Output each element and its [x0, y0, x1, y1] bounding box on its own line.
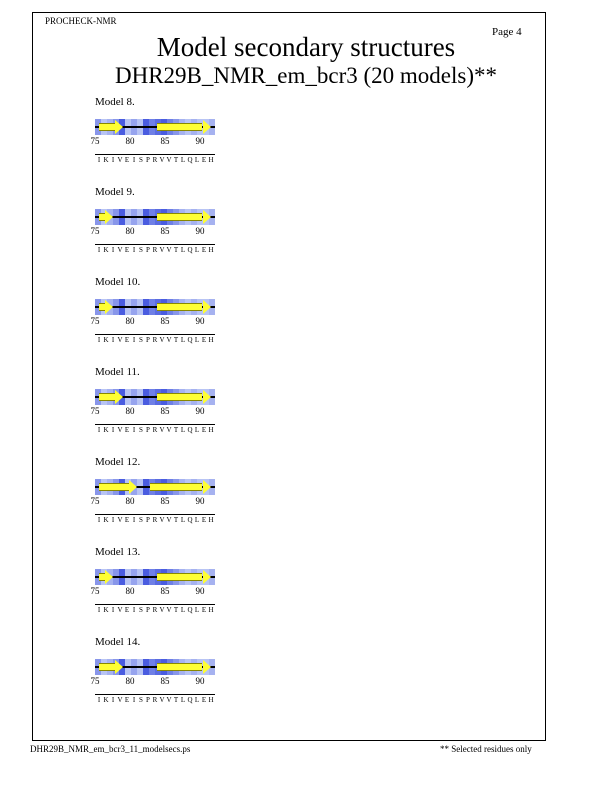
sequence-residue: I: [132, 696, 136, 704]
sequence-residue: V: [117, 606, 123, 614]
residue-tick: 90: [195, 406, 205, 416]
model-panel: [90, 636, 224, 716]
sequence-residue: P: [146, 426, 150, 434]
sequence-residue: E: [201, 156, 207, 164]
strand-arrow: [99, 393, 116, 401]
sequence-residue: E: [201, 246, 207, 254]
sequence-residue: V: [117, 696, 123, 704]
structure-track: [95, 119, 215, 135]
sequence-residue: I: [111, 606, 115, 614]
residue-tick: 75: [90, 676, 100, 686]
model-panel: [90, 276, 224, 356]
residue-tick: 75: [90, 406, 100, 416]
model-panel: [90, 456, 224, 536]
strand-arrow: [157, 393, 203, 401]
structure-track: [95, 209, 215, 225]
residue-tick: 90: [195, 316, 205, 326]
sequence-residue: L: [194, 156, 200, 164]
model-label: Model 14.: [95, 636, 141, 648]
sequence-residue: E: [124, 426, 130, 434]
strand-arrowhead: [129, 480, 137, 494]
strand-arrow: [157, 573, 203, 581]
residue-tick: 80: [125, 316, 135, 326]
sequence-residue: T: [173, 696, 179, 704]
strand-arrowhead: [115, 660, 123, 674]
residue-tick: 75: [90, 316, 100, 326]
sequence-residue: T: [173, 246, 179, 254]
sequence-residue: H: [208, 426, 214, 434]
strand-arrowhead: [115, 390, 123, 404]
sequence-residue: E: [201, 606, 207, 614]
sequence-residue: E: [124, 696, 130, 704]
sequence-residue: V: [166, 426, 172, 434]
residue-tick: 75: [90, 586, 100, 596]
sequence-residue: L: [180, 336, 186, 344]
sequence-residue: K: [103, 336, 109, 344]
sequence-residue: R: [152, 606, 158, 614]
sequence-residue: T: [173, 606, 179, 614]
sequence-residue: Q: [187, 426, 193, 434]
model-label: Model 11.: [95, 366, 140, 378]
sequence-residue: P: [146, 156, 150, 164]
structure-track: [95, 659, 215, 675]
sequence-residue: L: [180, 246, 186, 254]
sequence-residue: V: [117, 516, 123, 524]
sequence-residue: T: [173, 336, 179, 344]
sequence-residue: I: [97, 606, 101, 614]
strand-arrowhead: [203, 120, 211, 134]
strand-arrowhead: [203, 210, 211, 224]
sequence-rule: [95, 334, 215, 335]
sequence-residue: H: [208, 696, 214, 704]
sequence-residue: V: [166, 516, 172, 524]
sequence-residue: V: [117, 336, 123, 344]
sequence-residue: K: [103, 426, 109, 434]
sequence-residue: Q: [187, 246, 193, 254]
sequence-residue: V: [166, 696, 172, 704]
sequence-residue: I: [111, 336, 115, 344]
sequence-residue: V: [117, 426, 123, 434]
model-label: Model 13.: [95, 546, 141, 558]
sequence-residue: I: [132, 606, 136, 614]
sequence-residue: I: [111, 246, 115, 254]
sequence-residue: R: [152, 696, 158, 704]
sequence-residue: T: [173, 516, 179, 524]
model-label: Model 8.: [95, 96, 135, 108]
sequence-residue: L: [194, 336, 200, 344]
strand-arrow: [157, 123, 203, 131]
sequence-residue: L: [180, 156, 186, 164]
sequence-residue: L: [194, 516, 200, 524]
sequence-residue: H: [208, 246, 214, 254]
page-subtitle: DHR29B_NMR_em_bcr3 (20 models)**: [114, 63, 498, 88]
model-panel: [90, 366, 224, 446]
sequence-residue: S: [139, 336, 143, 344]
page-number: Page 4: [492, 26, 522, 38]
sequence-residue: S: [139, 516, 143, 524]
sequence-residue: K: [103, 696, 109, 704]
sequence-residue: R: [152, 156, 158, 164]
sequence-residue: L: [180, 606, 186, 614]
sequence-residue: E: [124, 606, 130, 614]
sequence-residue: E: [124, 336, 130, 344]
sequence-residue: V: [159, 246, 165, 254]
sequence-residue: V: [159, 336, 165, 344]
strand-arrow: [157, 663, 203, 671]
sequence-residue: Q: [187, 606, 193, 614]
strand-arrowhead: [203, 660, 211, 674]
residue-tick: 75: [90, 226, 100, 236]
sequence-residue: I: [132, 246, 136, 254]
sequence-residue: P: [146, 246, 150, 254]
sequence-residue: T: [173, 426, 179, 434]
model-label: Model 9.: [95, 186, 135, 198]
strand-arrow: [150, 483, 203, 491]
residue-tick: 90: [195, 586, 205, 596]
strand-arrow: [99, 483, 130, 491]
model-label: Model 10.: [95, 276, 141, 288]
model-panel: [90, 96, 224, 176]
sequence-residue: I: [132, 426, 136, 434]
strand-arrow: [99, 123, 116, 131]
structure-track: [95, 299, 215, 315]
sequence-residue: L: [180, 696, 186, 704]
residue-tick: 90: [195, 496, 205, 506]
sequence-residue: P: [146, 606, 150, 614]
structure-track: [95, 569, 215, 585]
sequence-residue: P: [146, 696, 150, 704]
strand-arrowhead: [203, 300, 211, 314]
strand-arrowhead: [105, 300, 113, 314]
sequence-residue: Q: [187, 516, 193, 524]
residue-tick: 85: [160, 136, 170, 146]
sequence-residue: Q: [187, 336, 193, 344]
sequence-residue: K: [103, 246, 109, 254]
sequence-residue: L: [194, 246, 200, 254]
sequence-residue: I: [132, 336, 136, 344]
sequence-residue: I: [97, 336, 101, 344]
sequence-residue: S: [139, 426, 143, 434]
strand-arrow: [157, 213, 203, 221]
sequence-residue: V: [166, 336, 172, 344]
sequence-residue: R: [152, 426, 158, 434]
residue-tick: 85: [160, 316, 170, 326]
strand-arrowhead: [203, 570, 211, 584]
sequence-residue: L: [194, 696, 200, 704]
residue-tick: 85: [160, 586, 170, 596]
sequence-residue: S: [139, 606, 143, 614]
strand-arrowhead: [105, 210, 113, 224]
sequence-residue: H: [208, 606, 214, 614]
sequence-residue: H: [208, 156, 214, 164]
sequence-residue: I: [97, 246, 101, 254]
sequence-residue: E: [201, 516, 207, 524]
sequence-residue: V: [166, 606, 172, 614]
sequence-residue: R: [152, 516, 158, 524]
sequence-residue: E: [201, 426, 207, 434]
residue-tick: 85: [160, 226, 170, 236]
residue-tick: 85: [160, 406, 170, 416]
sequence-rule: [95, 514, 215, 515]
strand-arrowhead: [203, 390, 211, 404]
sequence-residue: I: [132, 516, 136, 524]
sequence-residue: Q: [187, 156, 193, 164]
sequence-residue: P: [146, 336, 150, 344]
strand-arrowhead: [105, 570, 113, 584]
sequence-residue: V: [166, 156, 172, 164]
structure-track: [95, 479, 215, 495]
sequence-rule: [95, 154, 215, 155]
sequence-residue: K: [103, 516, 109, 524]
sequence-residue: V: [166, 246, 172, 254]
sequence-residue: V: [159, 606, 165, 614]
sequence-rule: [95, 424, 215, 425]
model-label: Model 12.: [95, 456, 141, 468]
structure-track: [95, 389, 215, 405]
sequence-residue: L: [194, 426, 200, 434]
sequence-residue: I: [97, 516, 101, 524]
sequence-residue: H: [208, 516, 214, 524]
sequence-residue: V: [117, 156, 123, 164]
sequence-residue: E: [124, 156, 130, 164]
sequence-residue: E: [201, 696, 207, 704]
sequence-rule: [95, 604, 215, 605]
residue-tick: 80: [125, 586, 135, 596]
residue-tick: 90: [195, 676, 205, 686]
sequence-residue: K: [103, 606, 109, 614]
residue-tick: 80: [125, 136, 135, 146]
sequence-residue: H: [208, 336, 214, 344]
sequence-residue: V: [159, 426, 165, 434]
sequence-residue: S: [139, 156, 143, 164]
sequence-residue: V: [159, 516, 165, 524]
residue-tick: 85: [160, 676, 170, 686]
strand-arrowhead: [203, 480, 211, 494]
residue-tick: 75: [90, 496, 100, 506]
sequence-residue: I: [132, 156, 136, 164]
strand-arrowhead: [115, 120, 123, 134]
sequence-residue: S: [139, 696, 143, 704]
sequence-residue: I: [111, 696, 115, 704]
sequence-rule: [95, 244, 215, 245]
strand-arrow: [157, 303, 203, 311]
sequence-residue: T: [173, 156, 179, 164]
residue-tick: 90: [195, 136, 205, 146]
residue-tick: 85: [160, 496, 170, 506]
sequence-residue: I: [111, 516, 115, 524]
sequence-residue: I: [111, 156, 115, 164]
footer-filename: DHR29B_NMR_em_bcr3_11_modelsecs.ps: [30, 744, 191, 754]
sequence-residue: P: [146, 516, 150, 524]
sequence-residue: V: [159, 156, 165, 164]
sequence-residue: V: [117, 246, 123, 254]
sequence-residue: L: [180, 516, 186, 524]
sequence-residue: L: [180, 426, 186, 434]
residue-tick: 90: [195, 226, 205, 236]
sequence-residue: I: [111, 426, 115, 434]
program-name: PROCHECK-NMR: [45, 16, 117, 26]
sequence-residue: R: [152, 246, 158, 254]
sequence-rule: [95, 694, 215, 695]
sequence-residue: E: [124, 246, 130, 254]
sequence-residue: Q: [187, 696, 193, 704]
sequence-residue: I: [97, 156, 101, 164]
page-title: Model secondary structures: [156, 32, 456, 62]
sequence-residue: R: [152, 336, 158, 344]
residue-tick: 80: [125, 226, 135, 236]
footer-note: ** Selected residues only: [440, 744, 532, 754]
residue-tick: 80: [125, 406, 135, 416]
sequence-residue: V: [159, 696, 165, 704]
sequence-residue: L: [194, 606, 200, 614]
strand-arrow: [99, 663, 116, 671]
model-panel: [90, 546, 224, 626]
residue-tick: 75: [90, 136, 100, 146]
residue-tick: 80: [125, 496, 135, 506]
sequence-residue: K: [103, 156, 109, 164]
model-panel: [90, 186, 224, 266]
sequence-residue: E: [124, 516, 130, 524]
sequence-residue: I: [97, 696, 101, 704]
sequence-residue: I: [97, 426, 101, 434]
sequence-residue: E: [201, 336, 207, 344]
residue-tick: 80: [125, 676, 135, 686]
sequence-residue: S: [139, 246, 143, 254]
